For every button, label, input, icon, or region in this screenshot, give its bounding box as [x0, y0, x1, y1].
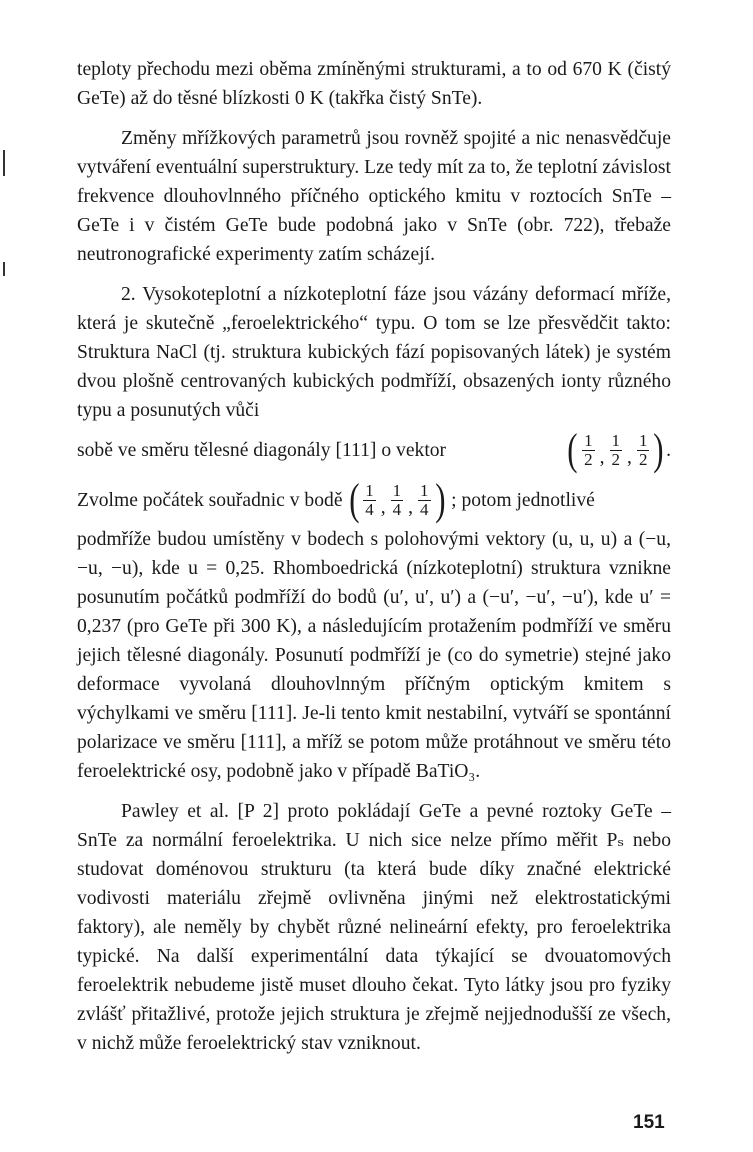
margin-mark: [3, 150, 5, 176]
fraction: 1 4: [365, 480, 374, 519]
right-paren: ): [653, 425, 664, 474]
left-paren: (: [567, 425, 578, 474]
vector-line-1-text: sobě ve směru tělesné diagonály [111] o vektor: [77, 439, 447, 461]
right-paren: ): [434, 475, 445, 524]
fraction: 1 2: [584, 430, 593, 469]
paragraph-3-continued: podmříže budou umístěny v bodech s polohovými vektory (u, u, u) a (−u, −u, −u), kde u = 0,25. Rhomboedrická (nízkoteplotní) struktura vznikne posunutím počátků podmříží do bodů (u′, u′, u′) a (−u′, −u′, −u′), kde u′ = 0,237 (pro GeTe při 300 K), a následujícím protažením podmříží ve směru jejich tělesné diagonály. Posunutí podmříží je (co do symetrie) stejné jako deformace vyvolaná dlouhovlnným příčným optickým kmitem s výchylkami ve směru [111]. Je-li tento kmit nestabilní, vytváří se spontánní polarizace ve směru [111], a mříž se potom může protáhnout ve směru této feroelektrické osy, podobně jako v případě BaTiO₃.: [77, 529, 671, 782]
fraction: 1 4: [420, 480, 429, 519]
paragraph-1: teploty přechodu mezi oběma zmíněnými strukturami, a to od 670 K (čistý GeTe) až do těsné blízkosti 0 K (takřka čistý SnTe).: [77, 59, 671, 109]
paragraph-4: Pawley et al. [P 2] proto pokládají GeTe a pevné roztoky GeTe – SnTe za normální feroelektrika. U nich sice nelze přímo měřit Pₛ nebo studovat doménovou strukturu (ta která bude díky značné elektrické vodivosti materiálu zřejmě ovlivněna jinými než elektrostatickými faktory), ale neměly by chybět různé nelineární efekty, pro feroelektrika typické. Na další experimentální data týkající se dvouatomových feroelektrik nebudeme jistě muset dlouho čekat. Tyto látky jsou pro fyziky zvlášť přitažlivé, protože jejich struktura je zřejmě nejjednodušší ze všech, v nichž může feroelektrický stav vzniknout.: [77, 801, 671, 1054]
vector-line-2: [77, 475, 671, 525]
paragraph-2: Změny mřížkových parametrů jsou rovněž spojité a nic nenasvědčuje vytváření eventuální superstruktury. Lze tedy mít za to, že teplotní závislost frekvence dlouhovlnného příčného optického kmitu v roztocích SnTe – GeTe i v čistém GeTe bude podobná jako v SnTe (obr. 722), třebaže neutronografické experimenty zatím scházejí.: [77, 128, 671, 265]
vector-line-2-text: Zvolme počátek souřadnic v bodě: [77, 489, 343, 511]
left-paren: (: [348, 475, 359, 524]
margin-mark: [3, 262, 5, 276]
fraction: 1 2: [611, 430, 621, 469]
vector-half: ( 1 2 , 1 2 , 1 2 ) .: [567, 425, 671, 474]
vector-quarter: ( 1 4 , 1 4 , 1 4 ): [348, 475, 445, 524]
vector-line-1: [77, 425, 671, 475]
paragraph-3: 2. Vysokoteplotní a nízkoteplotní fáze jsou vázány deformací mříže, která je skutečně „feroelektrického“ typu. O tom se lze přesvědčit takto: Struktura NaCl (tj. struktura kubických fází popisovaných látek) je systém dvou plošně centrovaných kubických podmříží, obsazených ionty různého typu a posunutých vůči: [77, 284, 671, 421]
fraction: 1 2: [638, 430, 648, 469]
vector-line-2-after: ; potom jednotlivé: [451, 489, 595, 511]
body-text: [77, 55, 671, 1069]
fraction: 1 4: [392, 480, 402, 519]
page-number: 151: [633, 1112, 665, 1133]
